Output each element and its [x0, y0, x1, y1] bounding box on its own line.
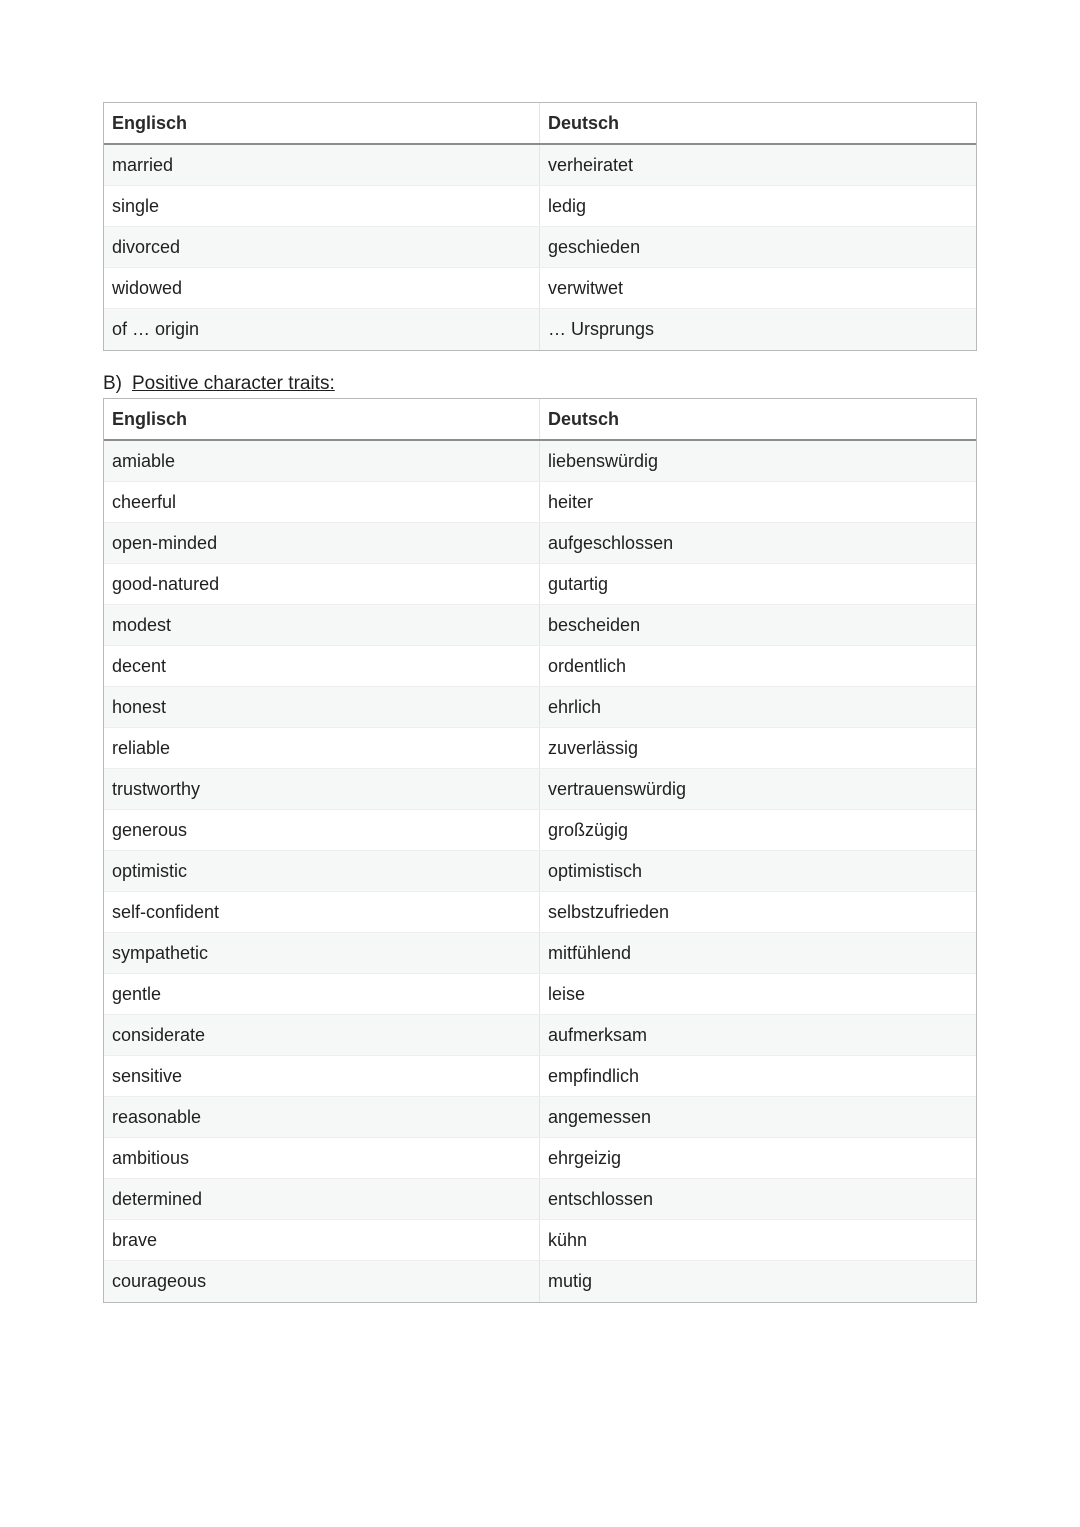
german-translation: empfindlich — [548, 1065, 640, 1086]
german-translation: verwitwet — [548, 277, 624, 298]
german-translation: geschieden — [548, 236, 641, 257]
table-row — [104, 605, 976, 646]
table-row — [104, 227, 976, 268]
section-heading — [103, 373, 335, 395]
section-prefix: B) — [103, 373, 122, 394]
table-header-row — [104, 399, 976, 441]
section-title: Positive character traits: — [132, 373, 335, 394]
german-translation: optimistisch — [548, 860, 643, 881]
german-translation: aufgeschlossen — [548, 532, 674, 553]
english-term: open-minded — [104, 523, 540, 563]
table-row — [104, 268, 976, 309]
table-row — [104, 564, 976, 605]
english-term: modest — [104, 605, 540, 645]
english-term: courageous — [104, 1261, 540, 1302]
table-row — [104, 769, 976, 810]
english-term: self-confident — [104, 892, 540, 932]
table-row — [104, 810, 976, 851]
english-term: optimistic — [104, 851, 540, 891]
english-term: brave — [104, 1220, 540, 1260]
english-term: reasonable — [104, 1097, 540, 1137]
column-header-german: Deutsch — [548, 112, 620, 133]
english-term: sensitive — [104, 1056, 540, 1096]
german-translation: aufmerksam — [548, 1024, 648, 1045]
german-translation: ehrgeizig — [548, 1147, 622, 1168]
table-row — [104, 687, 976, 728]
column-header-english: Englisch — [104, 103, 540, 143]
english-term: married — [104, 145, 540, 185]
table-row — [104, 1015, 976, 1056]
english-term: gentle — [104, 974, 540, 1014]
german-translation: entschlossen — [548, 1188, 654, 1209]
german-translation: ehrlich — [548, 696, 602, 717]
table-row — [104, 145, 976, 186]
english-term: ambitious — [104, 1138, 540, 1178]
english-term: generous — [104, 810, 540, 850]
table-row — [104, 523, 976, 564]
german-translation: kühn — [548, 1229, 588, 1250]
german-translation: gutartig — [548, 573, 609, 594]
vocabulary-table-positive-traits — [103, 398, 977, 1303]
english-term: considerate — [104, 1015, 540, 1055]
english-term: cheerful — [104, 482, 540, 522]
table-row — [104, 851, 976, 892]
english-term: widowed — [104, 268, 540, 308]
english-term: single — [104, 186, 540, 226]
table-row — [104, 728, 976, 769]
german-translation: heiter — [548, 491, 594, 512]
english-term: trustworthy — [104, 769, 540, 809]
table-header-row — [104, 103, 976, 145]
german-translation: ordentlich — [548, 655, 627, 676]
table-row — [104, 646, 976, 687]
english-term: determined — [104, 1179, 540, 1219]
english-term: amiable — [104, 441, 540, 481]
english-term: sympathetic — [104, 933, 540, 973]
table-row — [104, 309, 976, 350]
table-row — [104, 441, 976, 482]
table-row — [104, 892, 976, 933]
german-translation: mutig — [548, 1271, 593, 1291]
column-header-german: Deutsch — [548, 408, 620, 429]
german-translation: großzügig — [548, 819, 629, 840]
column-header-english: Englisch — [104, 399, 540, 439]
german-translation: mitfühlend — [548, 942, 632, 963]
english-term: of … origin — [104, 309, 540, 350]
german-translation: angemessen — [548, 1106, 652, 1127]
english-term: divorced — [104, 227, 540, 267]
english-term: reliable — [104, 728, 540, 768]
german-translation: verheiratet — [548, 154, 634, 175]
german-translation: liebenswürdig — [548, 450, 659, 471]
table-row — [104, 1138, 976, 1179]
table-row — [104, 974, 976, 1015]
german-translation: … Ursprungs — [548, 319, 655, 339]
german-translation: vertrauenswürdig — [548, 778, 687, 799]
german-translation: selbstzufrieden — [548, 901, 670, 922]
german-translation: zuverlässig — [548, 737, 639, 758]
table-row — [104, 933, 976, 974]
table-row — [104, 1056, 976, 1097]
table-row — [104, 482, 976, 523]
german-translation: bescheiden — [548, 614, 641, 635]
table-row — [104, 1179, 976, 1220]
german-translation: leise — [548, 983, 586, 1004]
vocabulary-table-marital-status — [103, 102, 977, 351]
table-row — [104, 1261, 976, 1302]
table-row — [104, 1220, 976, 1261]
german-translation: ledig — [548, 195, 587, 216]
table-row — [104, 186, 976, 227]
english-term: good-natured — [104, 564, 540, 604]
english-term: decent — [104, 646, 540, 686]
english-term: honest — [104, 687, 540, 727]
table-row — [104, 1097, 976, 1138]
